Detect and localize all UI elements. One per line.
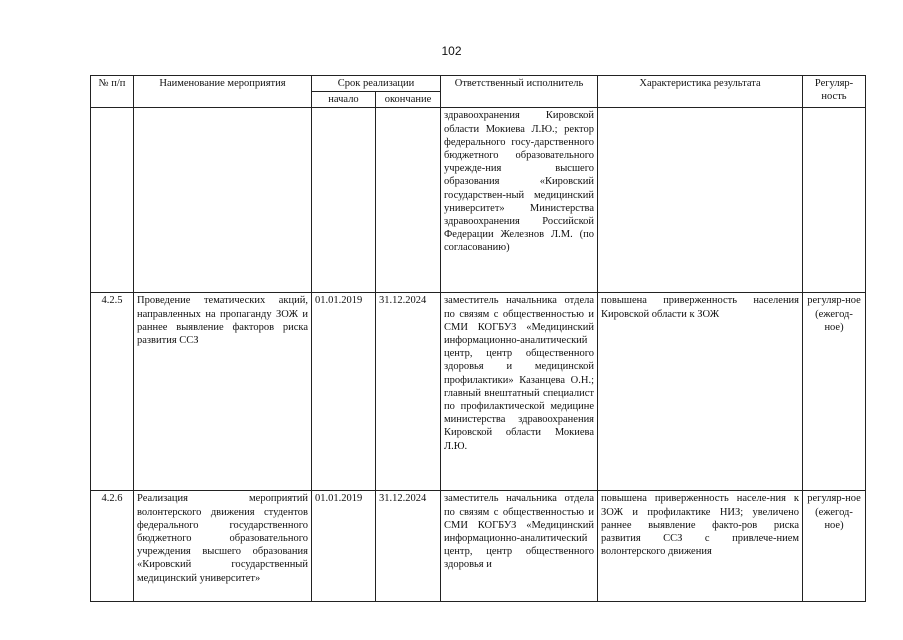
header-result: Характеристика результата xyxy=(598,76,803,108)
cell-end: 31.12.2024 xyxy=(376,491,441,602)
cell-result xyxy=(598,108,803,293)
cell-num: 4.2.5 xyxy=(91,293,134,491)
cell-regularity xyxy=(803,108,866,293)
table-row-continuation xyxy=(91,108,866,293)
table-row xyxy=(91,293,866,491)
cell-start: 01.01.2019 xyxy=(312,491,376,602)
cell-name: Проведение тематических акций, направленных на пропаганду ЗОЖ и раннее выявление факторов риска развития ССЗ xyxy=(134,293,312,491)
header-term: Срок реализации xyxy=(312,76,441,92)
header-name: Наименование мероприятия xyxy=(134,76,312,108)
cell-regularity: регуляр-ное (ежегод-ное) xyxy=(803,293,866,491)
table-row xyxy=(91,491,866,602)
cell-regularity: регуляр-ное (ежегод-ное) xyxy=(803,491,866,602)
cell-end xyxy=(376,108,441,293)
cell-executor: заместитель начальника отдела по связям с общественностью и СМИ КОГБУЗ «Медицинский информационно-аналитический центр, центр общественного здоровья и xyxy=(441,491,598,602)
header-start: начало xyxy=(312,92,376,108)
cell-result: повышена приверженность населе-ния к ЗОЖ и профилактике НИЗ; увеличено раннее выявление факто-ров риска развития ССЗ с привлече-нием волонтерского движения xyxy=(598,491,803,602)
table-header xyxy=(91,76,866,108)
cell-executor: здравоохранения Кировской области Мокиева Л.Ю.; ректор федерального госу-дарственного бюджетного образовательного учрежде-ния высшего образования «Кировский государствен-ный медицинский университет» Министерства здравоохранения Российской Федерации Железнов Л.М. (по согласованию) xyxy=(441,108,598,293)
cell-num: 4.2.6 xyxy=(91,491,134,602)
cell-executor: заместитель начальника отдела по связям с общественностью и СМИ КОГБУЗ «Медицинский информационно-аналитический центр, центр общественного здоровья и медицинской профилактики» Казанцева О.Н.; главный внештатный специалист по профилактической медицине министерства здравоохранения Кировской области Мокиева Л.Ю. xyxy=(441,293,598,491)
header-executor: Ответственный исполнитель xyxy=(441,76,598,108)
cell-name xyxy=(134,108,312,293)
cell-result: повышена приверженность населения Кировской области к ЗОЖ xyxy=(598,293,803,491)
cell-start xyxy=(312,108,376,293)
activities-table xyxy=(90,75,866,602)
cell-start: 01.01.2019 xyxy=(312,293,376,491)
cell-name: Реализация мероприятий волонтерского движения студентов федерального государственного бюджетного образовательного учреждения высшего образования «Кировский государственный медицинский университет» xyxy=(134,491,312,602)
cell-end: 31.12.2024 xyxy=(376,293,441,491)
cell-num xyxy=(91,108,134,293)
header-regularity: Регуляр-ность xyxy=(803,76,866,108)
page-number: 102 xyxy=(441,44,462,58)
header-num: № п/п xyxy=(91,76,134,108)
header-end: окончание xyxy=(376,92,441,108)
